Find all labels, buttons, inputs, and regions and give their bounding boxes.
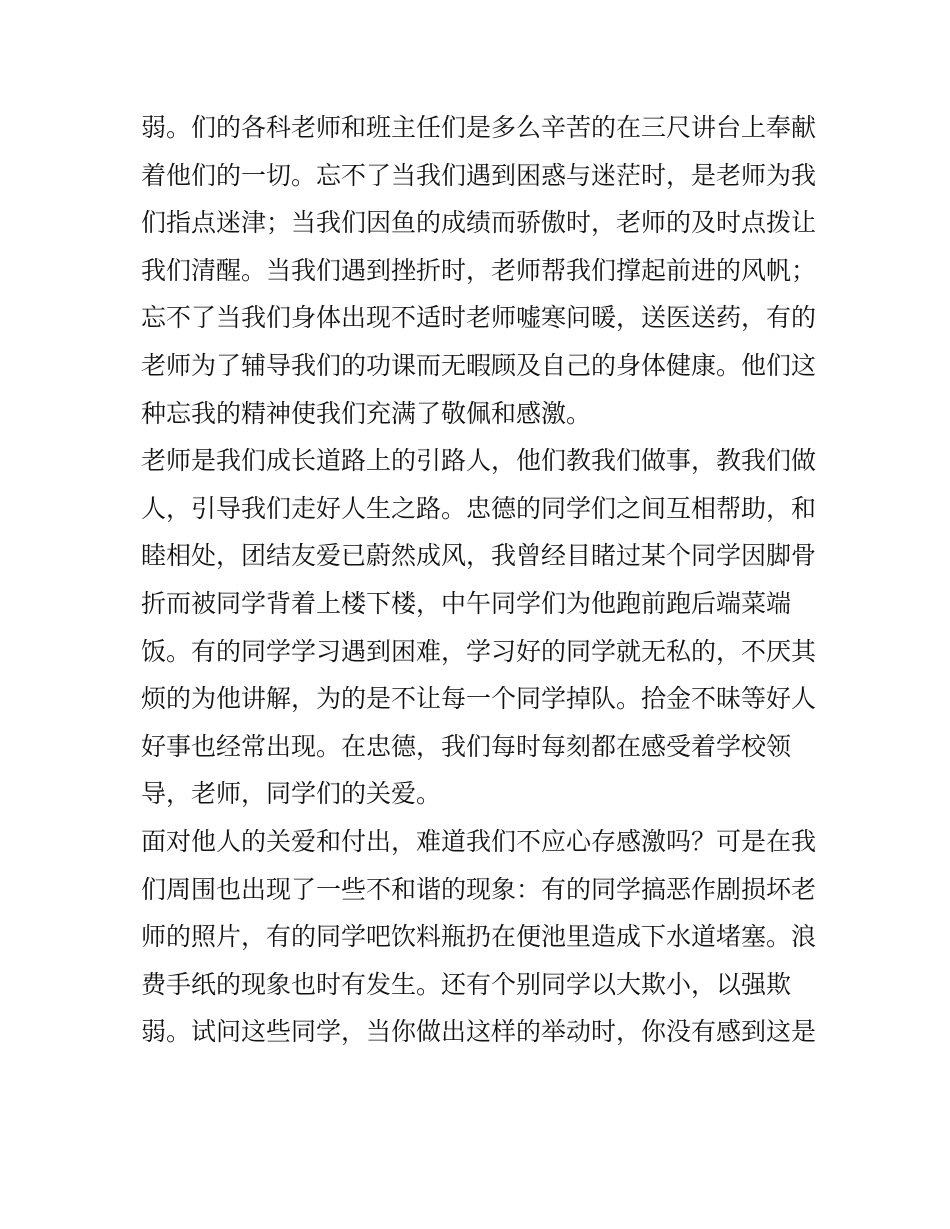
- text-line: 忘不了当我们身体出现不适时老师嘘寒问暖，送医送药，有的: [141, 303, 817, 333]
- text-line: 睦相处，团结友爱已蔚然成风，我曾经目睹过某个同学因脚骨: [141, 541, 817, 571]
- text-line: 折而被同学背着上楼下楼，中午同学们为他跑前跑后端菜端: [141, 588, 792, 618]
- body-text: [141, 104, 816, 1056]
- text-line: 好事也经常出现。在忠德，我们每时每刻都在感受着学校领: [141, 731, 792, 761]
- text-line: 弱。们的各科老师和班主任们是多么辛苦的在三尺讲台上奉献: [141, 113, 817, 142]
- text-line: 们指点迷津；当我们因鱼的成绩而骄傲时，老师的及时点拨让: [141, 208, 817, 238]
- text-line: 我们清醒。当我们遇到挫折时，老师帮我们撑起前进的风帆；: [141, 255, 817, 285]
- text-line: 师的照片，有的同学吧饮料瓶扔在便池里造成下水道堵塞。浪: [141, 922, 817, 952]
- text-line: 弱。试问这些同学，当你做出这样的举动时，你没有感到这是: [141, 1017, 817, 1047]
- text-line: 老师为了辅导我们的功课而无暇顾及自己的身体健康。他们这: [141, 350, 817, 380]
- text-line: 种忘我的精神使我们充满了敬佩和感激。: [141, 398, 592, 428]
- text-line: 饭。有的同学学习遇到困难，学习好的同学就无私的，不厌其: [141, 636, 817, 666]
- text-line: 人，引导我们走好人生之路。忠德的同学们之间互相帮助，和: [141, 493, 817, 523]
- text-line: 费手纸的现象也时有发生。还有个别同学以大欺小，以强欺: [141, 969, 792, 999]
- text-line: 老师是我们成长道路上的引路人，他们教我们做事，教我们做: [141, 446, 817, 476]
- text-line: 们周围也出现了一些不和谐的现象：有的同学搞恶作剧损坏老: [141, 874, 817, 904]
- text-line: 烦的为他讲解，为的是不让每一个同学掉队。拾金不昧等好人: [141, 684, 817, 714]
- text-line: 导，老师，同学们的关爱。: [141, 779, 442, 809]
- text-line: 着他们的一切。忘不了当我们遇到困惑与迷茫时，是老师为我: [141, 160, 817, 190]
- text-line: 面对他人的关爱和付出，难道我们不应心存感激吗？可是在我: [141, 826, 817, 856]
